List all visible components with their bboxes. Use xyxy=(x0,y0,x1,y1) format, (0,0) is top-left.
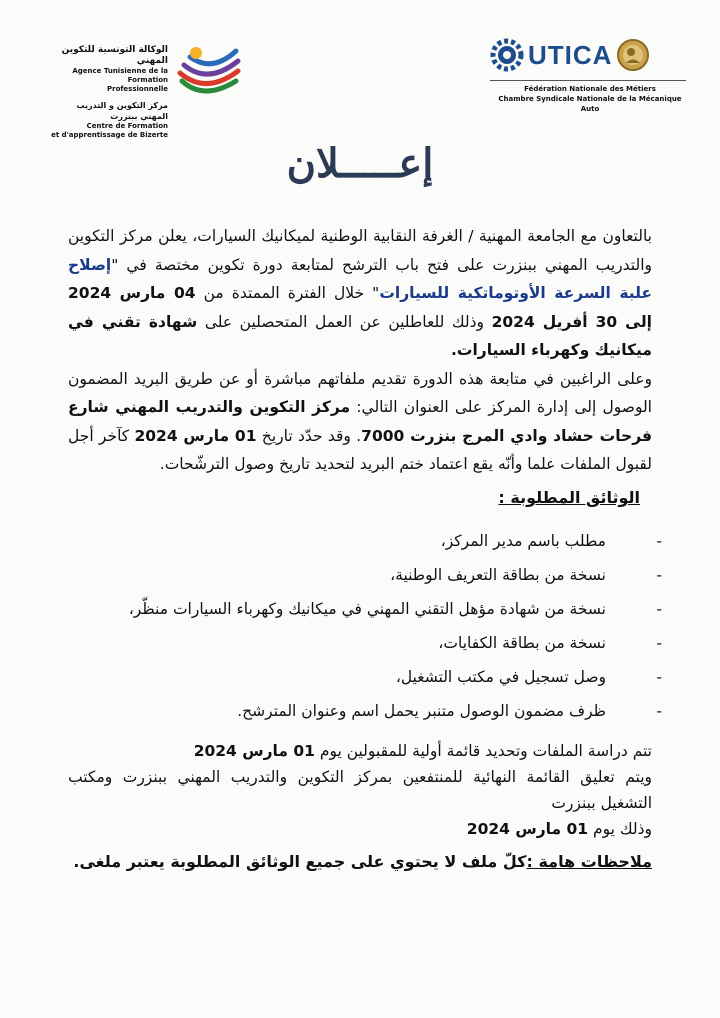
closing-text-1: تتم دراسة الملفات وتحديد قائمة أولية للمقبولين يوم xyxy=(314,742,652,760)
required-certificate: شهادة تقني في ميكانيك وكهرباء السيارات. xyxy=(68,312,652,359)
atfp-french-name-2: Professionnelle xyxy=(107,85,168,93)
documents-heading: الوثائق المطلوبة : xyxy=(498,488,640,507)
application-paragraph xyxy=(68,365,652,479)
intro-paragraph xyxy=(68,222,652,365)
list-item xyxy=(76,626,662,660)
bullet-dash: - xyxy=(656,566,662,584)
atfp-french-name-1: Agence Tunisienne de la Formation xyxy=(72,67,168,84)
closing-line-3 xyxy=(68,816,652,842)
note-label: ملاحظات هامة : xyxy=(526,852,652,871)
document-item: نسخة من بطاقة التعريف الوطنية، xyxy=(390,566,606,584)
document-item: نسخة من شهادة مؤهل التقني المهني في ميكانيك وكهرباء السيارات منظّر، xyxy=(128,600,606,618)
note-text: كلّ ملف لا يحتوي على جميع الوثائق المطلوبة يعتبر ملغى. xyxy=(73,852,527,871)
important-note xyxy=(73,852,652,871)
document-item: مطلب باسم مدير المركز، xyxy=(440,532,606,550)
application-text-1: وعلى الراغبين في متابعة هذه الدورة تقديم ملفاتهم مباشرة أو عن طريق البريد المضمون الوصول إلى إدارة المركز على العنوان التالي: xyxy=(68,369,652,416)
course-name: إصلاح علبة السرعة الأوتوماتكية للسيارات xyxy=(68,255,652,302)
gear-icon xyxy=(490,38,524,72)
document-item: نسخة من بطاقة الكفايات، xyxy=(438,634,606,652)
center-arabic-name: مركز التكوين و التدريب المهني ببنزرت xyxy=(76,101,168,121)
utica-federation: Fédération Nationale des Métiers xyxy=(524,85,656,93)
list-item xyxy=(76,558,662,592)
closing-line-2: ويتم تعليق القائمة النهائية للمنتفعين بمركز التكوين والتدريب المهني ببنزرت ومكتب التشغيل ببنزرت xyxy=(68,768,652,812)
list-item xyxy=(76,660,662,694)
course-dates: 04 مارس 2024 إلى 30 أفريل 2024 xyxy=(68,284,652,331)
utica-divider xyxy=(490,80,686,81)
deadline-date: 01 مارس 2024 xyxy=(134,426,257,445)
list-item xyxy=(76,694,662,728)
atfp-arabic-name: الوكالة التونسية للتكوين المهني xyxy=(61,45,168,66)
utica-brand: UTICA xyxy=(528,39,613,70)
application-text-2: . وقد حدّد تاريخ xyxy=(256,426,362,445)
page-title: إعـــــلان xyxy=(286,140,434,187)
bullet-dash: - xyxy=(656,634,662,652)
application-text-3: كآخر أجل لقبول الملفات علما وأنّه يقع اعتماد ختم البريد لتحديد تاريخ وصول الترشّحات. xyxy=(68,426,652,473)
announcement-body xyxy=(68,222,652,479)
bullet-dash: - xyxy=(656,600,662,618)
intro-text-2: " خلال الفترة الممتدة من xyxy=(195,284,380,302)
bullet-dash: - xyxy=(656,532,662,550)
atfp-logo xyxy=(50,35,250,139)
medal-icon xyxy=(616,38,650,72)
utica-logo xyxy=(490,38,690,118)
documents-list xyxy=(76,524,662,728)
document-item: وصل تسجيل في مكتب التشغيل، xyxy=(395,668,606,686)
bullet-dash: - xyxy=(656,702,662,720)
atfp-swirl-icon xyxy=(174,41,248,103)
list-item xyxy=(76,524,662,558)
closing-text-3: وذلك يوم xyxy=(588,820,652,838)
preliminary-list-date: 01 مارس 2024 xyxy=(193,742,315,760)
list-item xyxy=(76,592,662,626)
utica-chamber: Chambre Syndicale Nationale de la Mécanique Auto xyxy=(498,95,682,113)
intro-text-1: بالتعاون مع الجامعة المهنية / الغرفة النقابية الوطنية لميكانيك السيارات، يعلن مركز التكوين والتدريب المهني ببنزرت على فتح باب الترشح لمتابعة دورة تكوين مختصة في " xyxy=(68,227,652,274)
center-french-name-2: et d'apprentissage de Bizerte xyxy=(51,131,168,139)
closing-line-1 xyxy=(68,738,652,764)
document-item: ظرف مضمون الوصول متنبر يحمل اسم وعنوان المترشح. xyxy=(237,702,606,720)
center-address: مركز التكوين والتدريب المهني شارع فرحات حشاد وادي المرج بنزرت 7000 xyxy=(68,398,652,445)
intro-text-3: وذلك للعاطلين عن العمل المتحصلين على xyxy=(197,312,492,331)
bullet-dash: - xyxy=(656,668,662,686)
final-list-date: 01 مارس 2024 xyxy=(466,820,589,838)
closing-section xyxy=(68,738,652,842)
center-french-name-1: Centre de Formation xyxy=(86,122,168,130)
